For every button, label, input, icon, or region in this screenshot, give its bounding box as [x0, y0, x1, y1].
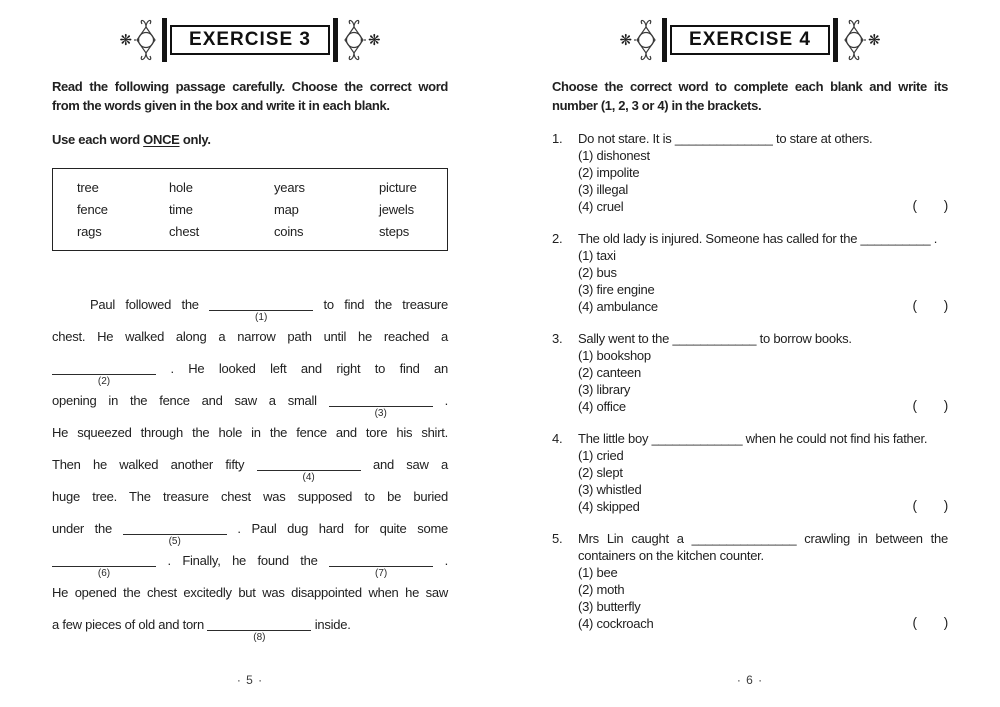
- word-box-word: rags: [77, 224, 102, 239]
- instruction-line: Choose the correct word to complete each blank and write its: [552, 79, 948, 94]
- passage-line: [52, 417, 448, 449]
- bracket-open: (: [912, 198, 917, 213]
- word-box-word: fence: [77, 202, 108, 217]
- passage-text: Paul followed the: [90, 297, 210, 312]
- passage-text: to find the treasure: [313, 297, 448, 312]
- banner-bar: [833, 18, 838, 62]
- passage-line: [52, 577, 448, 609]
- usage-note: [52, 131, 448, 148]
- word-box-word: picture: [379, 180, 417, 195]
- bracket-close: ): [943, 198, 948, 213]
- passage-line: [52, 289, 448, 321]
- word-box-word: tree: [77, 180, 99, 195]
- answer-option: (4) skipped: [578, 499, 640, 514]
- question-stem: Sally went to the ____________ to borrow books.: [578, 331, 852, 346]
- passage-blank[interactable]: [207, 630, 311, 643]
- note-text: only.: [179, 132, 211, 147]
- passage-blank[interactable]: [329, 566, 433, 579]
- word-box-word: coins: [274, 224, 304, 239]
- question-number: 3.: [552, 331, 563, 346]
- passage-text: . He looked left and right to find an: [156, 361, 448, 376]
- answer-bracket[interactable]: [913, 614, 949, 631]
- passage-line: [52, 353, 448, 385]
- question-body: [578, 530, 948, 632]
- question-stem: The little boy _____________ when he could not find his father.: [578, 431, 928, 446]
- passage-text: He squeezed through the hole in the fence and tore his shirt.: [52, 425, 448, 440]
- answer-option: (2) slept: [578, 465, 623, 480]
- question-stem: Mrs Lin caught a _______________ crawling in between the: [578, 531, 948, 546]
- answer-option: (3) butterfly: [578, 599, 641, 614]
- answer-option: (1) cried: [578, 448, 624, 463]
- answer-option: (1) bee: [578, 565, 618, 580]
- answer-option: (4) ambulance: [578, 299, 658, 314]
- bracket-open: (: [912, 398, 917, 413]
- bracket-close: ): [943, 615, 948, 630]
- question-item: [552, 130, 948, 215]
- blank-number: (5): [168, 536, 181, 547]
- question-item: [552, 230, 948, 315]
- answer-option: (1) taxi: [578, 248, 616, 263]
- bracket-open: (: [912, 615, 917, 630]
- word-box-word: time: [169, 202, 193, 217]
- passage-blank[interactable]: [209, 310, 313, 323]
- instruction-line: number (1, 2, 3 or 4) in the brackets.: [552, 98, 762, 113]
- question-item: [552, 530, 948, 632]
- blank-number: (8): [253, 632, 266, 643]
- answer-option: (2) moth: [578, 582, 625, 597]
- answer-bracket[interactable]: [913, 497, 949, 514]
- bracket-open: (: [912, 498, 917, 513]
- passage-text: and saw a: [360, 457, 449, 472]
- passage: [52, 289, 448, 641]
- passage-text: . Finally, he found the: [156, 553, 330, 568]
- passage-text: .: [432, 393, 448, 408]
- question-number: 5.: [552, 531, 563, 546]
- passage-text: inside.: [311, 617, 351, 632]
- exercise-banner: [552, 16, 948, 64]
- word-box-word: map: [274, 202, 299, 217]
- page-title: EXERCISE 3: [170, 25, 330, 55]
- passage-line: [52, 481, 448, 513]
- page-number: · 6 ·: [736, 673, 764, 687]
- passage-text: Then he walked another fifty: [52, 457, 257, 472]
- answer-option: (4) office: [578, 399, 626, 414]
- instruction-line: Read the following passage carefully. Choose the correct word: [52, 79, 448, 94]
- passage-line: [52, 449, 448, 481]
- word-box-word: jewels: [379, 202, 414, 217]
- banner-ornament-right: [841, 17, 881, 63]
- passage-blank[interactable]: [52, 566, 156, 579]
- question-body: [578, 230, 948, 315]
- passage-line: [52, 513, 448, 545]
- question-stem: Do not stare. It is ______________ to stare at others.: [578, 131, 873, 146]
- answer-option: (2) impolite: [578, 165, 640, 180]
- question-body: [578, 430, 948, 515]
- banner-bar: [662, 18, 667, 62]
- snowflake-icon: ❋: [619, 31, 633, 49]
- bracket-open: (: [912, 298, 917, 313]
- word-box-word: hole: [169, 180, 193, 195]
- answer-option: (3) illegal: [578, 182, 628, 197]
- passage-text: huge tree. The treasure chest was supposed to be buried: [52, 489, 448, 504]
- word-box-word: steps: [379, 224, 410, 239]
- blank-number: (7): [375, 568, 388, 579]
- banner-bar: [333, 18, 338, 62]
- banner-bar: [162, 18, 167, 62]
- answer-option: (4) cruel: [578, 199, 624, 214]
- passage-line: [52, 385, 448, 417]
- banner-ornament-left: [119, 17, 159, 63]
- passage-blank[interactable]: [52, 374, 156, 387]
- bracket-close: ): [943, 398, 948, 413]
- flourish-icon: [341, 17, 367, 63]
- questions: [552, 130, 948, 632]
- answer-option: (1) bookshop: [578, 348, 651, 363]
- passage-text: a few pieces of old and torn: [52, 617, 208, 632]
- blank-number: (6): [97, 568, 111, 579]
- blank-number: (4): [302, 472, 315, 483]
- word-box-word: years: [274, 180, 305, 195]
- answer-option: (3) whistled: [578, 482, 642, 497]
- passage-text: chest. He walked along a narrow path until he reached a: [52, 329, 448, 344]
- answer-option: (3) fire engine: [578, 282, 655, 297]
- banner-ornament-right: [341, 17, 381, 63]
- exercise-banner: [52, 16, 448, 64]
- passage-text: He opened the chest excitedly but was disappointed when he saw: [52, 585, 448, 600]
- banner-ornament-left: [619, 17, 659, 63]
- flourish-icon: [841, 17, 867, 63]
- bracket-close: ): [943, 298, 948, 313]
- instruction-line: from the words given in the box and write it in each blank.: [52, 98, 390, 113]
- word-box: [52, 168, 448, 251]
- flourish-icon: [133, 17, 159, 63]
- blank-number: (3): [374, 408, 387, 419]
- passage-text: .: [433, 553, 449, 568]
- flourish-icon: [633, 17, 659, 63]
- note-emphasis: ONCE: [143, 132, 180, 147]
- passage-blank[interactable]: [257, 470, 361, 483]
- question-number: 4.: [552, 431, 563, 446]
- question-stem: The old lady is injured. Someone has called for the __________ .: [578, 231, 938, 246]
- question-body: [578, 130, 948, 215]
- answer-option: (4) cockroach: [578, 616, 654, 631]
- question-number: 1.: [552, 131, 563, 146]
- passage-line: [52, 321, 448, 353]
- blank-number: (2): [97, 376, 111, 387]
- blank-number: (1): [255, 312, 268, 323]
- page-number: · 5 ·: [236, 673, 264, 687]
- answer-option: (2) canteen: [578, 365, 642, 380]
- answer-bracket[interactable]: [913, 197, 949, 214]
- passage-blank[interactable]: [123, 534, 227, 547]
- passage-blank[interactable]: [329, 406, 433, 419]
- answer-option: (1) dishonest: [578, 148, 650, 163]
- exercise-instructions: [52, 77, 448, 115]
- question-body: [578, 330, 948, 415]
- passage-line: [52, 545, 448, 577]
- answer-bracket[interactable]: [913, 297, 949, 314]
- note-text: Use each word: [52, 132, 144, 147]
- question-stem: containers on the kitchen counter.: [578, 548, 764, 563]
- question-item: [552, 330, 948, 415]
- question-item: [552, 430, 948, 515]
- snowflake-icon: ❋: [867, 31, 881, 49]
- question-number: 2.: [552, 231, 563, 246]
- passage-text: . Paul dug hard for quite some: [226, 521, 448, 536]
- passage-text: opening in the fence and saw a small: [52, 393, 329, 408]
- right-page: [500, 0, 1000, 707]
- passage-text: under the: [52, 521, 123, 536]
- word-box-word: chest: [169, 224, 200, 239]
- answer-option: (3) library: [578, 382, 631, 397]
- answer-bracket[interactable]: [913, 397, 949, 414]
- page-title: EXERCISE 4: [670, 25, 830, 55]
- exercise-instructions: [552, 77, 948, 115]
- snowflake-icon: ❋: [119, 31, 133, 49]
- bracket-close: ): [943, 498, 948, 513]
- passage-line: [52, 609, 448, 641]
- snowflake-icon: ❋: [367, 31, 381, 49]
- answer-option: (2) bus: [578, 265, 617, 280]
